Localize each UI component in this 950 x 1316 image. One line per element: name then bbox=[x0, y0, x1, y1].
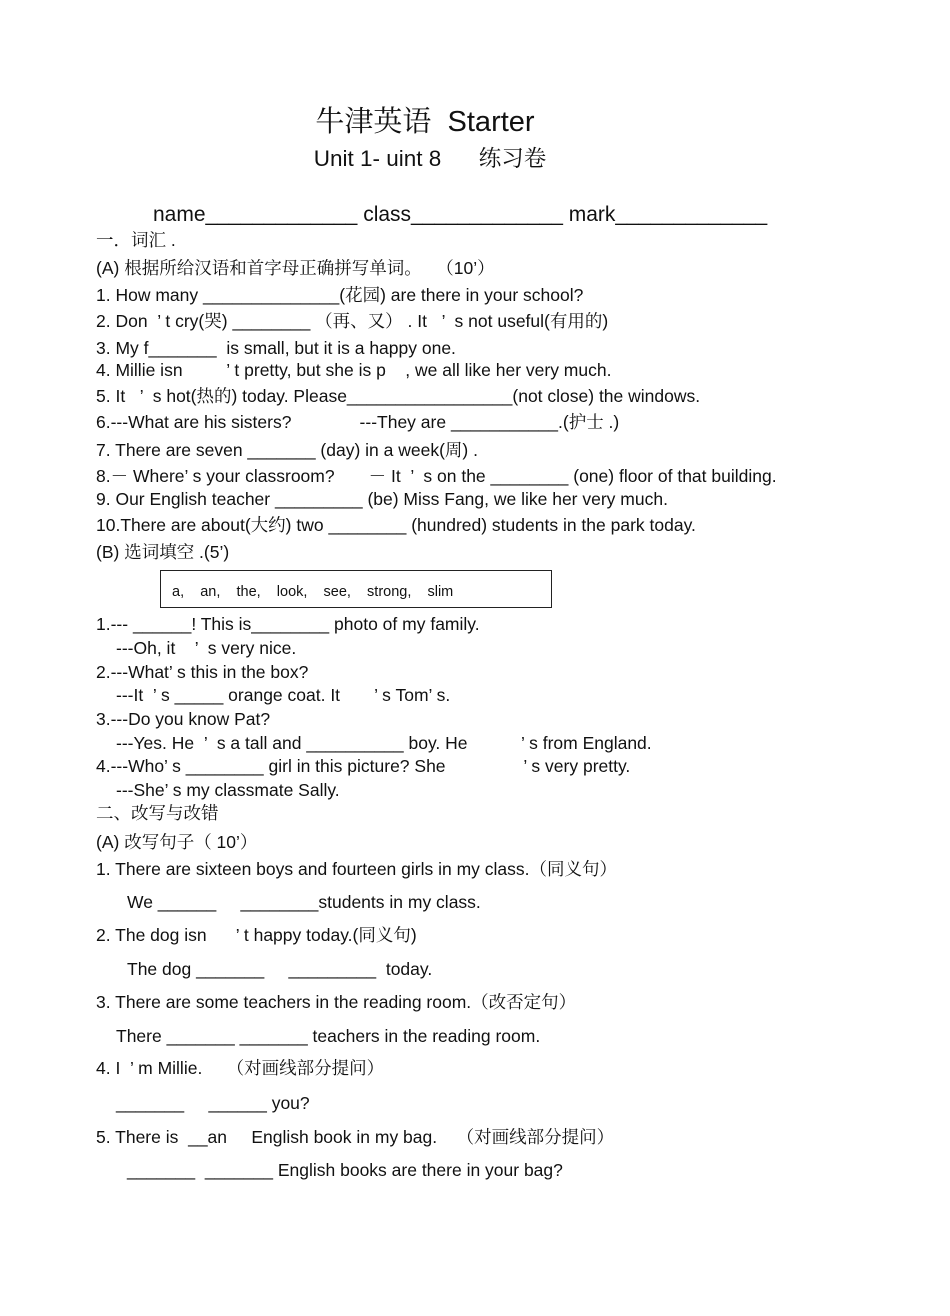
worksheet-line: 10.There are about(大约) two ________ (hundred) students in the park today. bbox=[96, 515, 696, 535]
worksheet-line: 1. There are sixteen boys and fourteen girls in my class.（同义句） bbox=[96, 859, 618, 879]
worksheet-line: 8.－ Where’ s your classroom? － It ’ s on the ________ (one) floor of that building. bbox=[96, 466, 777, 486]
worksheet-line: 3. My f_______ is small, but it is a happy one. bbox=[96, 338, 456, 358]
word-choice-list: a, an, the, look, see, strong, slim bbox=[172, 584, 454, 600]
worksheet-line: (A) 改写句子（ 10’） bbox=[96, 832, 258, 852]
worksheet-line: We ______ ________students in my class. bbox=[127, 892, 481, 912]
worksheet-line: 2. The dog isn ’ t happy today.(同义句) bbox=[96, 925, 417, 945]
worksheet-line: 4. Millie isn ’ t pretty, but she is p , we all like her very much. bbox=[96, 360, 612, 380]
worksheet-title: 牛津英语 Starter bbox=[315, 106, 535, 138]
worksheet-line: 9. Our English teacher _________ (be) Miss Fang, we like her very much. bbox=[96, 489, 668, 509]
worksheet-line: 7. There are seven _______ (day) in a week(周) . bbox=[96, 440, 478, 460]
worksheet-line: 4.---Who’ s ________ girl in this picture? She ’ s very pretty. bbox=[96, 756, 631, 776]
worksheet-line: 3.---Do you know Pat? bbox=[96, 709, 271, 729]
worksheet-line: 二、改写与改错 bbox=[96, 803, 219, 823]
worksheet-line: 3. There are some teachers in the reading room.（改否定句） bbox=[96, 992, 577, 1012]
worksheet-line: ---Oh, it ’ s very nice. bbox=[116, 638, 297, 658]
worksheet-line: ---Yes. He ’ s a tall and __________ boy. He ’ s from England. bbox=[116, 733, 652, 753]
word-choice-box bbox=[160, 570, 552, 608]
worksheet-line: ---It ’ s _____ orange coat. It ’ s Tom’ s. bbox=[116, 685, 451, 705]
worksheet-line: _______ ______ you? bbox=[116, 1093, 310, 1113]
worksheet-line: (B) 选词填空 .(5’) bbox=[96, 542, 230, 562]
worksheet-line: 6.---What are his sisters? ---They are ___________.(护士 .) bbox=[96, 412, 620, 432]
worksheet-line: There _______ _______ teachers in the reading room. bbox=[116, 1026, 541, 1046]
worksheet-line: 一．词汇 . bbox=[96, 230, 176, 250]
worksheet-line: 5. It ’ s hot(热的) today. Please_________________(not close) the windows. bbox=[96, 386, 701, 406]
worksheet-line: ---She’ s my classmate Sally. bbox=[116, 780, 340, 800]
worksheet-line: (A) 根据所给汉语和首字母正确拼写单词。 （10’） bbox=[96, 258, 495, 278]
worksheet-line: 5. There is __an English book in my bag. （对画线部分提问） bbox=[96, 1127, 615, 1147]
worksheet-subtitle: Unit 1- uint 8 练习卷 bbox=[313, 146, 547, 171]
worksheet-line: 1.--- ______! This is________ photo of my family. bbox=[96, 614, 480, 634]
worksheet-line: 2.---What’ s this in the box? bbox=[96, 662, 309, 682]
worksheet-line: _______ _______ English books are there in your bag? bbox=[127, 1160, 563, 1180]
worksheet-line: 4. I ’ m Millie. （对画线部分提问） bbox=[96, 1058, 385, 1078]
worksheet-line: The dog _______ _________ today. bbox=[127, 959, 433, 979]
worksheet-line: 2. Don ’ t cry(哭) ________ （再、又） . It ’ s not useful(有用的) bbox=[96, 311, 609, 331]
student-info-line: name_____________ class_____________ mark_____________ bbox=[153, 203, 768, 226]
worksheet-line: 1. How many ______________(花园) are there in your school? bbox=[96, 285, 584, 305]
